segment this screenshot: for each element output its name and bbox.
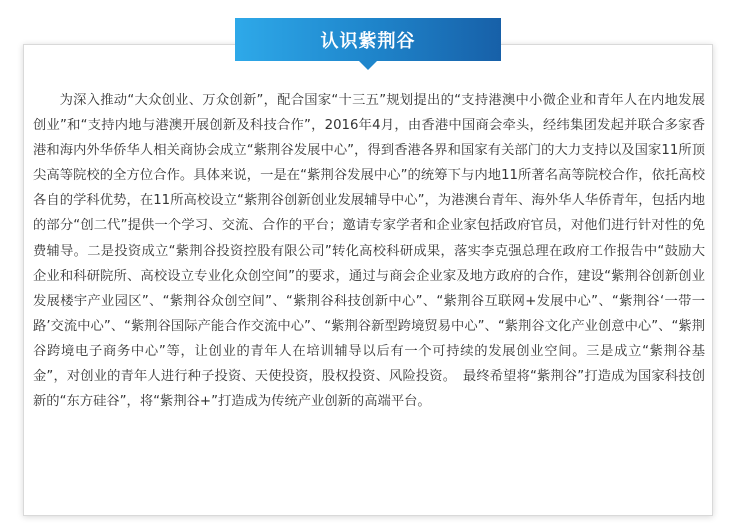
section-title: 认识紫荆谷 (320, 30, 416, 52)
section-title-tab (235, 18, 501, 61)
article-paragraph: 为深入推动“大众创业、万众创新”，配合国家“十三五”规划提出的“支持港澳中小微企业和青年人在内地发展创业”和“支持内地与港澳开展创新及科技合作”，2016年4月，由香港中国商会牵头，经纬集团发起并联合多家香港和海内外华侨华人相关商协会成立“紫荆谷发展中心”，得到香港各界和国家有关部门的大力支持以及国家11所顶尖高等院校的全方位合作。具体来说，一是在“紫荆谷发展中心”的统筹下与内地11所著名高等院校合作，依托高校各自的学科优势，在11所高校设立“紫荆谷创新创业发展辅导中心”，为港澳台青年、海外华人华侨青年，包括内地的部分“创二代”提供一个学习、交流、合作的平台；邀请专家学者和企业家包括政府官员，对他们进行针对性的免费辅导。二是投资成立“紫荆谷投资控股有限公司”转化高校科研成果，落实李克强总理在政府工作报告中“鼓励大企业和科研院所、高校设立专业化众创空间”的要求，通过与商会企业家及地方政府的合作，建设“紫荆谷创新创业发展楼宇产业园区”、“紫荆谷众创空间”、“紫荆谷科技创新中心”、“紫荆谷互联网+发展中心”、“紫荆谷‘一带一路’交流中心”、“紫荆谷国际产能合作交流中心”、“紫荆谷新型跨境贸易中心”、“紫荆谷文化产业创意中心”、“紫荆谷跨境电子商务中心”等，让创业的青年人在培训辅导以后有一个可持续的发展创业空间。三是成立“紫荆谷基金”，对创业的青年人进行种子投资、天使投资，股权投资、风险投资。 最终希望将“紫荆谷”打造成为国家科技创新的“东方硅谷”，将“紫荆谷+”打造成为传统产业创新的高端平台。 (33, 93, 705, 410)
